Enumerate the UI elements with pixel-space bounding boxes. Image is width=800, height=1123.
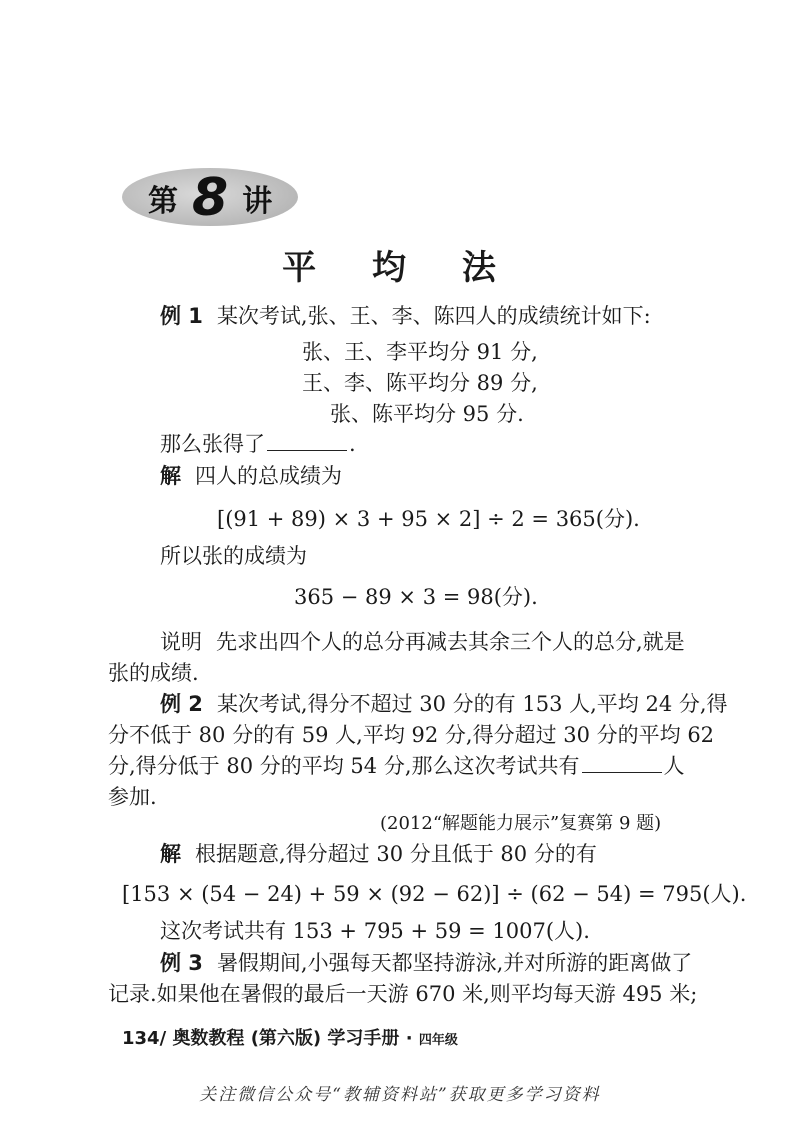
note-label: 说明: [160, 630, 202, 654]
solution-text: 四人的总成绩为: [195, 464, 342, 488]
example-3-label: 例 3: [160, 951, 203, 975]
example-1-condition-1: 张、王、李平均分 91 分,: [302, 340, 538, 364]
example-3-line-1: 暑假期间,小强每天都坚持游泳,并对所游的距离做了: [216, 951, 693, 975]
example-1-so: 所以张的成绩为: [160, 544, 307, 568]
solution-label: 解: [160, 842, 181, 866]
example-1-ask-text: 那么张得了: [160, 432, 265, 456]
answer-blank: [267, 430, 347, 451]
lecture-suffix: 讲: [242, 184, 273, 219]
example-1-ask-end: .: [349, 432, 356, 456]
solution-text: 根据题意,得分超过 30 分且低于 80 分的有: [195, 842, 597, 866]
example-1-question: [160, 302, 651, 330]
example-1-ask: [160, 430, 356, 458]
example-1-note-cont: 张的成绩.: [108, 661, 199, 685]
example-1-text: 某次考试,张、王、李、陈四人的成绩统计如下:: [216, 304, 651, 328]
note-text: 先求出四个人的总分再减去其余三个人的总分,就是: [216, 630, 685, 654]
example-2-line-3-text: 分,得分低于 80 分的平均 54 分,那么这次考试共有: [108, 754, 580, 778]
grade-label: 四年级: [418, 1033, 458, 1048]
example-2-line-3: [108, 752, 685, 780]
example-2-label: 例 2: [160, 692, 203, 716]
example-1-solution: [160, 462, 342, 490]
example-2-total: 这次考试共有 153 + 795 + 59 = 1007(人).: [160, 919, 590, 943]
example-2-line-4: 参加.: [108, 785, 157, 809]
example-1-condition-3: 张、陈平均分 95 分.: [330, 402, 524, 426]
example-1-formula-2: 365 − 89 × 3 = 98(分).: [294, 585, 538, 609]
answer-blank: [582, 752, 662, 773]
example-2-solution: [160, 840, 597, 868]
page-number: 134: [122, 1028, 160, 1049]
chapter-title: 平 均 法: [282, 248, 518, 288]
page-footer: [122, 1024, 458, 1050]
book-title: 奥数教程 (第六版) 学习手册 ·: [172, 1028, 413, 1049]
example-2-formula: [153 × (54 − 24) + 59 × (92 − 62)] ÷ (62 − 54) = 795(人).: [122, 882, 747, 906]
lecture-number: 8: [192, 168, 229, 228]
example-2-question: [160, 690, 728, 718]
footer-separator: /: [159, 1028, 167, 1049]
example-2-source: (2012“解题能力展示”复赛第 9 题): [380, 813, 662, 834]
example-2-line-1: 某次考试,得分不超过 30 分的有 153 人,平均 24 分,得: [216, 692, 728, 716]
example-3-line-2: 记录.如果他在暑假的最后一天游 670 米,则平均每天游 495 米;: [108, 982, 698, 1006]
watermark-text: 关注微信公众号“教辅资料站”获取更多学习资料: [199, 1085, 601, 1105]
lecture-prefix: 第: [148, 184, 178, 219]
solution-label: 解: [160, 464, 181, 488]
lecture-badge: [148, 168, 273, 228]
example-3-question: [160, 949, 692, 977]
example-2-line-2: 分不低于 80 分的有 59 人,平均 92 分,得分超过 30 分的平均 62: [108, 723, 715, 747]
example-1-label: 例 1: [160, 304, 203, 328]
example-1-note: [160, 628, 685, 656]
example-1-condition-2: 王、李、陈平均分 89 分,: [302, 371, 538, 395]
example-1-formula-1: [(91 + 89) × 3 + 95 × 2] ÷ 2 = 365(分).: [217, 507, 640, 531]
example-2-line-3-end: 人: [663, 754, 685, 778]
